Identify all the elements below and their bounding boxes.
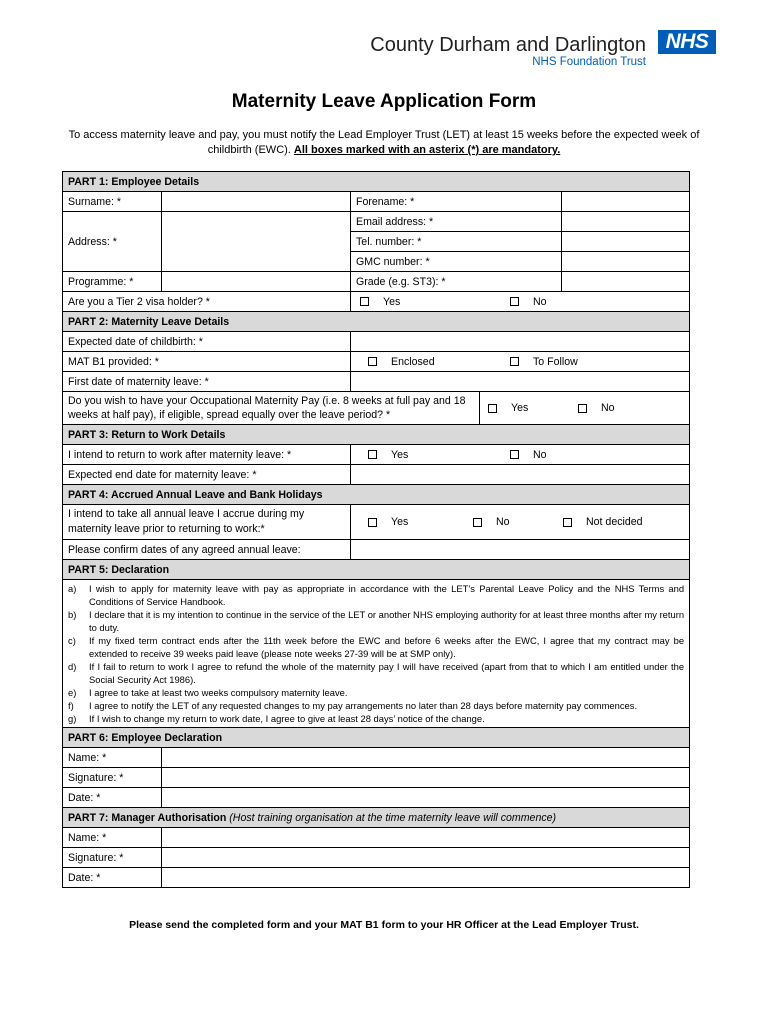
programme-field[interactable] xyxy=(162,272,351,292)
intro-body: To access maternity leave and pay, you must notify the Lead Employer Trust (LET) at least 15 weeks before the expected week of childbirth (EWC). xyxy=(68,129,700,156)
declaration-item xyxy=(68,686,684,699)
not-decided-label: Not decided xyxy=(586,516,643,528)
declaration-letter: b) xyxy=(68,609,77,620)
declaration-letter: c) xyxy=(68,635,76,646)
matb1-label: MAT B1 provided: * xyxy=(63,352,351,372)
end-date-field[interactable] xyxy=(351,465,690,485)
confirm-dates-label: Please confirm dates of any agreed annual leave: xyxy=(63,540,351,560)
first-date-field[interactable] xyxy=(351,372,690,392)
declaration-item xyxy=(68,660,684,686)
footer-instruction: Please send the completed form and your MAT B1 form to your HR Officer at the Lead Employer Trust. xyxy=(129,919,639,931)
checkbox-icon[interactable] xyxy=(368,450,377,459)
declaration-text: If I wish to change my return to work date, I agree to give at least 28 days’ notice of the change. xyxy=(89,713,485,724)
declaration-text: I agree to take at least two weeks compulsory maternity leave. xyxy=(89,687,348,698)
email-field[interactable] xyxy=(562,212,690,232)
omp-label: Do you wish to have your Occupational Maternity Pay (i.e. 8 weeks at full pay and 18 weeks at half pay), if eligible, spread equally over the leave period? * xyxy=(63,392,480,425)
declaration-text: If my fixed term contract ends after the 11th week before the EWC and before 6 weeks after the EWC, I agree that my contract may be extended to receive 39 weeks paid leave (please note weeks 27-39 will be at SMP only). xyxy=(89,635,685,659)
annual-not-decided[interactable] xyxy=(563,516,643,528)
end-date-label: Expected end date for maternity leave: * xyxy=(63,465,351,485)
part7-heading xyxy=(63,808,690,828)
declaration-text: I agree to notify the LET of any requested changes to my pay arrangements no later than 28 days before maternity pay commences. xyxy=(89,700,638,711)
yes-label: Yes xyxy=(383,295,401,308)
application-form xyxy=(62,171,690,888)
annual-leave-label: I intend to take all annual leave I accrue during my maternity leave prior to returning to work:* xyxy=(63,505,351,540)
checkbox-icon[interactable] xyxy=(510,450,519,459)
tier2-no[interactable] xyxy=(510,296,547,308)
part7-title: PART 7: Manager Authorisation xyxy=(68,811,227,824)
part3-heading: PART 3: Return to Work Details xyxy=(63,425,690,445)
return-no[interactable] xyxy=(510,449,547,461)
employee-name-field[interactable] xyxy=(162,748,690,768)
org-name: County Durham and Darlington xyxy=(370,34,646,56)
checkbox-icon[interactable] xyxy=(368,357,377,366)
return-yes[interactable] xyxy=(368,449,510,461)
manager-date-label: Date: * xyxy=(63,868,162,888)
checkbox-icon[interactable] xyxy=(578,404,587,413)
checkbox-icon[interactable] xyxy=(368,518,377,527)
gmc-field[interactable] xyxy=(562,252,690,272)
checkbox-icon[interactable] xyxy=(360,297,369,306)
address-field[interactable] xyxy=(162,212,351,272)
programme-label: Programme: * xyxy=(63,272,162,292)
part7-note: (Host training organisation at the time maternity leave will commence) xyxy=(229,811,557,824)
form-title: Maternity Leave Application Form xyxy=(231,91,537,112)
tier2-label: Are you a Tier 2 visa holder? * xyxy=(63,292,351,312)
return-options xyxy=(351,445,690,465)
part2-heading: PART 2: Maternity Leave Details xyxy=(63,312,690,332)
grade-label: Grade (e.g. ST3): * xyxy=(351,272,562,292)
declaration-letter: f) xyxy=(68,700,74,711)
matb1-options xyxy=(351,352,690,372)
declaration-item xyxy=(68,699,684,712)
checkbox-icon[interactable] xyxy=(488,404,497,413)
manager-signature-field[interactable] xyxy=(162,848,690,868)
manager-name-field[interactable] xyxy=(162,828,690,848)
tier2-options xyxy=(351,292,690,312)
intro-text xyxy=(60,128,708,158)
employee-date-field[interactable] xyxy=(162,788,690,808)
return-label: I intend to return to work after maternity leave: * xyxy=(63,445,351,465)
declaration-item xyxy=(68,712,684,725)
yes-label: Yes xyxy=(391,448,409,461)
yes-label: Yes xyxy=(511,402,529,414)
gmc-label: GMC number: * xyxy=(351,252,562,272)
yes-label: Yes xyxy=(391,516,409,528)
declaration-item xyxy=(68,582,684,608)
matb1-to-follow[interactable] xyxy=(510,356,578,368)
part1-heading: PART 1: Employee Details xyxy=(63,172,690,192)
checkbox-icon[interactable] xyxy=(473,518,482,527)
no-label: No xyxy=(533,295,547,308)
declaration-text: If I fail to return to work I agree to refund the whole of the maternity pay I will have received (apart from that to which I am entitled under the Social Security Act 1986). xyxy=(89,661,685,685)
declaration-letter: e) xyxy=(68,687,77,698)
confirm-dates-field[interactable] xyxy=(351,540,690,560)
part5-heading: PART 5: Declaration xyxy=(63,560,690,580)
declaration-list xyxy=(63,580,690,728)
nhs-logo: NHS xyxy=(658,30,716,54)
omp-no[interactable] xyxy=(578,402,615,414)
to-follow-label: To Follow xyxy=(533,355,578,368)
tel-label: Tel. number: * xyxy=(351,232,562,252)
forename-field[interactable] xyxy=(562,192,690,212)
employee-name-label: Name: * xyxy=(63,748,162,768)
employee-signature-label: Signature: * xyxy=(63,768,162,788)
no-label: No xyxy=(496,516,510,528)
tier2-yes[interactable] xyxy=(360,296,510,308)
annual-yes[interactable] xyxy=(368,516,473,528)
declaration-text: I wish to apply for maternity leave with pay as appropriate in accordance with the LET’s Parental Leave Policy and the NHS Terms and Conditions of Service Handbook. xyxy=(89,583,685,607)
manager-signature-label: Signature: * xyxy=(63,848,162,868)
part4-heading: PART 4: Accrued Annual Leave and Bank Holidays xyxy=(63,485,690,505)
checkbox-icon[interactable] xyxy=(510,357,519,366)
annual-leave-options xyxy=(351,505,690,540)
declaration-letter: g) xyxy=(68,713,77,724)
omp-options xyxy=(480,392,690,425)
no-label: No xyxy=(533,448,547,461)
checkbox-icon[interactable] xyxy=(510,297,519,306)
intro-mandatory: All boxes marked with an asterix (*) are mandatory. xyxy=(293,144,561,156)
employee-date-label: Date: * xyxy=(63,788,162,808)
declaration-letter: a) xyxy=(68,583,77,594)
manager-name-label: Name: * xyxy=(63,828,162,848)
declaration-item xyxy=(68,634,684,660)
address-label: Address: * xyxy=(63,212,162,272)
tel-field[interactable] xyxy=(562,232,690,252)
no-label: No xyxy=(601,402,615,414)
part6-heading: PART 6: Employee Declaration xyxy=(63,728,690,748)
employee-signature-field[interactable] xyxy=(162,768,690,788)
grade-field[interactable] xyxy=(562,272,690,292)
childbirth-field[interactable] xyxy=(351,332,690,352)
surname-label: Surname: * xyxy=(63,192,162,212)
childbirth-label: Expected date of childbirth: * xyxy=(63,332,351,352)
checkbox-icon[interactable] xyxy=(563,518,572,527)
surname-field[interactable] xyxy=(162,192,351,212)
email-label: Email address: * xyxy=(351,212,562,232)
forename-label: Forename: * xyxy=(351,192,562,212)
enclosed-label: Enclosed xyxy=(391,355,435,368)
matb1-enclosed[interactable] xyxy=(368,356,510,368)
omp-yes[interactable] xyxy=(488,402,578,414)
declaration-item xyxy=(68,608,684,634)
first-date-label: First date of maternity leave: * xyxy=(63,372,351,392)
declaration-letter: d) xyxy=(68,661,77,672)
annual-no[interactable] xyxy=(473,516,563,528)
declaration-text: I declare that it is my intention to continue in the service of the LET or another NHS employing authority for at least three months after my return to duty. xyxy=(89,609,685,633)
header xyxy=(316,28,716,72)
org-subtitle: NHS Foundation Trust xyxy=(532,56,646,68)
manager-date-field[interactable] xyxy=(162,868,690,888)
